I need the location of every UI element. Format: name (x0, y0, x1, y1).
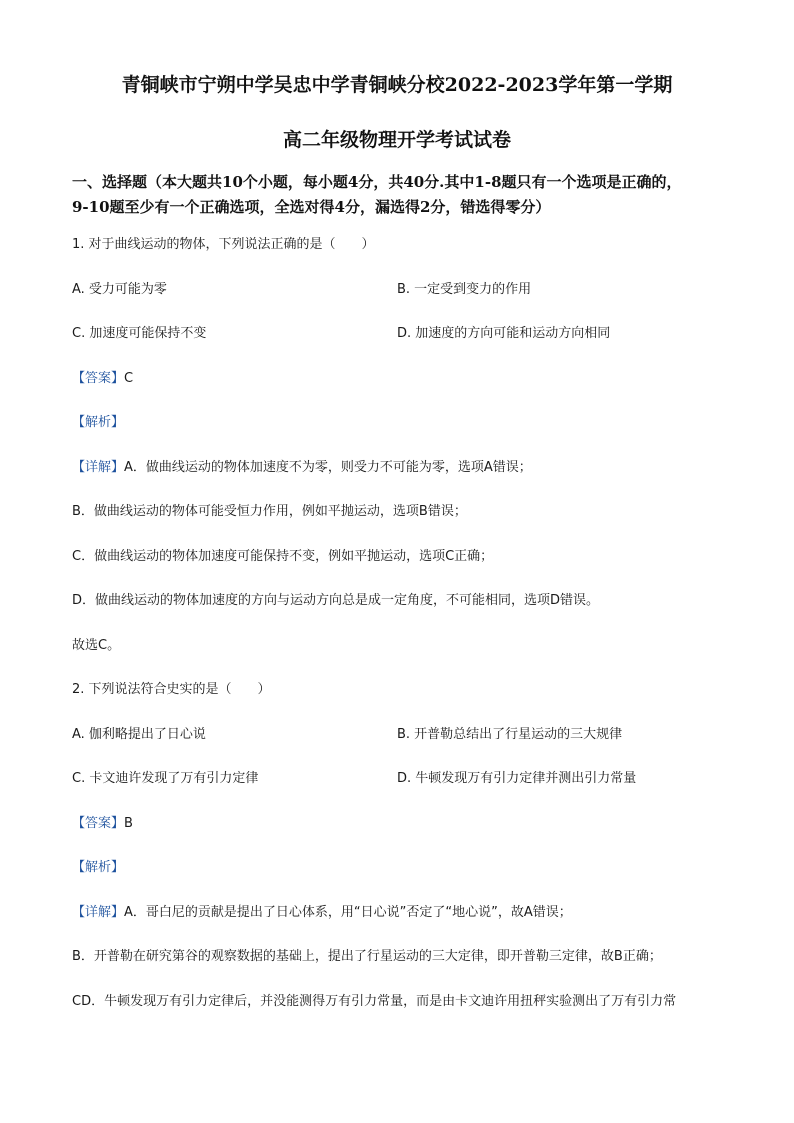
q2-stem: 2. 下列说法符合史实的是（ ） (72, 682, 271, 697)
q2-option-c: C. 卡文迪许发现了万有引力定律 (72, 771, 259, 786)
analysis-tag: 【解析】 (72, 860, 125, 875)
section-heading-line1: 一、选择题（本大题共10个小题，每小题4分，共40分.其中1-8题只有一个选项是正确的， (72, 173, 682, 191)
q1-stem: 1. 对于曲线运动的物体，下列说法正确的是（ ） (72, 237, 375, 252)
q2-detail-b: B．开普勒在研究第谷的观察数据的基础上，提出了行星运动的三大定律，即开普勒三定律，故B正确； (72, 949, 662, 964)
analysis-tag: 【解析】 (72, 415, 125, 430)
q1-option-b: B. 一定受到变力的作用 (397, 282, 532, 297)
exam-title-line2: 高二年级物理开学考试试卷 (282, 129, 511, 151)
q1-option-c: C. 加速度可能保持不变 (72, 326, 207, 341)
q1-conclusion: 故选C。 (72, 638, 121, 653)
q2-option-b: B. 开普勒总结出了行星运动的三大规律 (397, 727, 623, 742)
detail-tag: 【详解】 (72, 905, 125, 920)
q1-detail-d: D．做曲线运动的物体加速度的方向与运动方向总是成一定角度，不可能相同，选项D错误。 (72, 593, 600, 608)
section-heading-line2: 9-10题至少有一个正确选项，全选对得4分，漏选得2分，错选得零分） (72, 198, 551, 216)
q1-analysis (72, 411, 124, 430)
section-heading (72, 170, 732, 220)
q1-detail-c: C．做曲线运动的物体加速度可能保持不变，例如平抛运动，选项C正确； (72, 549, 494, 564)
q2-option-a: A. 伽利略提出了日心说 (72, 727, 206, 742)
exam-title-line1: 青铜峡市宁朔中学吴忠中学青铜峡分校2022-2023学年第一学期 (121, 74, 673, 96)
q1-detail-a (72, 456, 532, 475)
q2-detail-a (72, 901, 572, 920)
q1-option-a: A. 受力可能为零 (72, 282, 167, 297)
q2-analysis (72, 856, 124, 875)
q1-detail-b: B．做曲线运动的物体可能受恒力作用，例如平抛运动，选项B错误； (72, 504, 467, 519)
q1-option-d: D. 加速度的方向可能和运动方向相同 (397, 326, 611, 341)
answer-value: C (124, 371, 134, 386)
q2-detail-cd: CD．牛顿发现万有引力定律后，并没能测得万有引力常量，而是由卡文迪许用扭秤实验测出了万有引力常 (72, 994, 677, 1009)
q2-answer (72, 812, 133, 831)
answer-tag: 【答案】 (72, 371, 125, 386)
detail-text: A．哥白尼的贡献是提出了日心体系，用“日心说”否定了“地心说”，故A错误； (124, 905, 572, 920)
detail-tag: 【详解】 (72, 460, 125, 475)
q1-answer (72, 367, 133, 386)
detail-text: A．做曲线运动的物体加速度不为零，则受力不可能为零，选项A错误； (124, 460, 532, 475)
q2-option-d: D. 牛顿发现万有引力定律并测出引力常量 (397, 771, 637, 786)
answer-tag: 【答案】 (72, 816, 125, 831)
answer-value: B (124, 816, 133, 831)
